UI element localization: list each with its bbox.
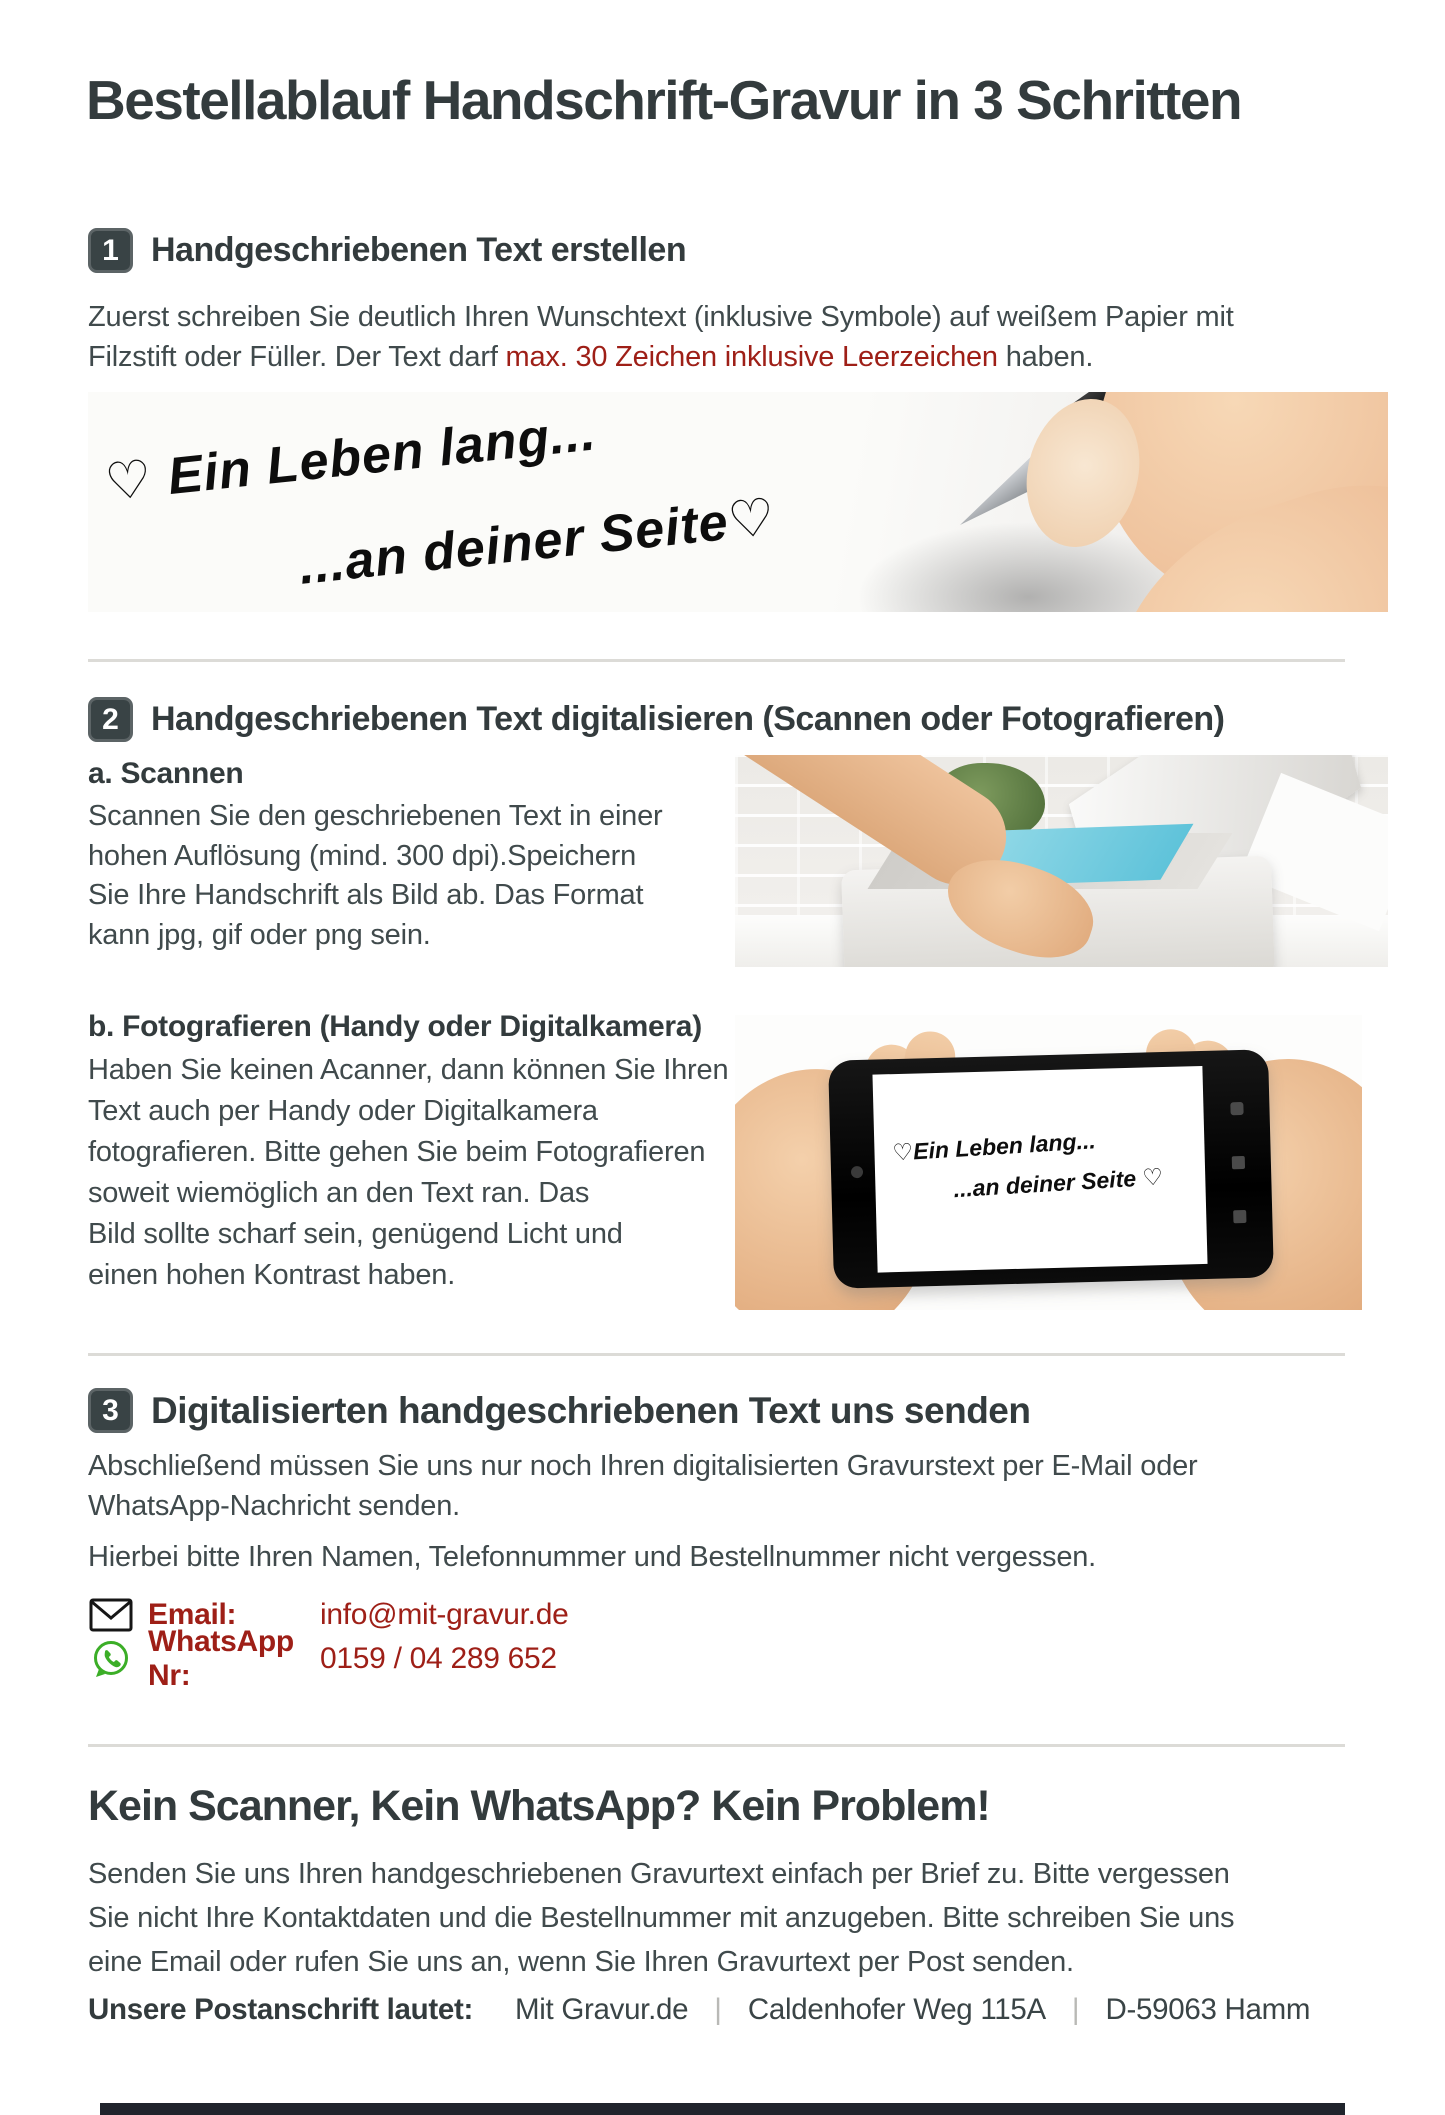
step-2b-paragraph (88, 1050, 748, 1296)
camera-dot (851, 1166, 863, 1178)
step-1-paragraph (88, 298, 1378, 377)
phone-ui-icon (1233, 1210, 1246, 1223)
whatsapp-value: 0159 / 04 289 652 (320, 1642, 557, 1675)
step-3-paragraph (88, 1447, 1378, 1578)
step-1-header (88, 228, 686, 273)
postal-address-street: Caldenhofer Weg 115A (747, 1993, 1046, 2026)
paragraph-line: Haben Sie keinen Acanner, dann können Sie Ihren (88, 1054, 729, 1086)
phone-ui-icon (1232, 1156, 1245, 1169)
paragraph-line: Abschließend müssen Sie uns nur noch Ihren digitalisierten Gravurstext per E-Mail oder (88, 1450, 1198, 1482)
email-value: info@mit-gravur.de (320, 1598, 569, 1631)
scanner-photo (735, 755, 1388, 967)
separator: | (1071, 1993, 1080, 2026)
whatsapp-icon (88, 1639, 134, 1679)
postal-address-row (88, 1993, 1310, 2027)
whatsapp-label: WhatsApp Nr: (148, 1625, 294, 1692)
step-2a-paragraph (88, 797, 738, 955)
paragraph-line: eine Email oder rufen Sie uns an, wenn Sie Ihren Gravurtext per Post senden. (88, 1946, 1074, 1978)
handwriting-line-2: ...an deiner Seite♡ (296, 488, 779, 596)
postal-address-city: D-59063 Hamm (1105, 1993, 1311, 2026)
paragraph-line: hohen Auflösung (mind. 300 dpi).Speichern (88, 839, 637, 872)
step-3-heading: Digitalisierten handgeschriebenen Text uns senden (151, 1389, 1031, 1431)
smartphone (828, 1049, 1274, 1288)
email-icon (88, 1598, 134, 1632)
no-scanner-heading: Kein Scanner, Kein WhatsApp? Kein Problem! (88, 1782, 990, 1830)
highlight-text: max. 30 Zeichen inklusive Leerzeichen (505, 340, 998, 373)
paragraph-line: kann jpg, gif oder png sein. (88, 918, 431, 951)
text-segment: haben. (997, 340, 1094, 373)
paragraph-line: Hierbei bitte Ihren Namen, Telefonnummer und Bestellnummer nicht vergessen. (88, 1541, 1097, 1573)
bottom-bar (100, 2103, 1345, 2115)
section-divider (88, 1744, 1345, 1747)
section-divider (88, 659, 1345, 662)
text-segment: Filzstift oder Füller. Der Text darf (88, 340, 506, 373)
postal-address-label: Unsere Postanschrift lautet: (88, 1993, 474, 2026)
paragraph-line: fotografieren. Bitte gehen Sie beim Fotografieren (88, 1136, 706, 1168)
postal-address-company: Mit Gravur.de (515, 1993, 689, 2026)
paragraph-line: WhatsApp-Nachricht senden. (88, 1489, 460, 1522)
step-1-badge: 1 (88, 228, 133, 273)
step-2-badge: 2 (88, 697, 133, 742)
paragraph-line: einen hohen Kontrast haben. (88, 1259, 456, 1291)
email-label: Email: (148, 1598, 237, 1631)
step-3-badge: 3 (88, 1388, 133, 1433)
paragraph-line: soweit wiemöglich an den Text ran. Das (88, 1177, 590, 1209)
handwriting-sample-photo (88, 392, 1388, 612)
whatsapp-row (88, 1625, 557, 1692)
section-divider (88, 1353, 1345, 1356)
paragraph-line: Bild sollte scharf sein, genügend Licht und (88, 1218, 623, 1250)
paragraph-line: Text auch per Handy oder Digitalkamera (88, 1095, 598, 1127)
paragraph-line: Scannen Sie den geschriebenen Text in einer (88, 800, 663, 832)
handwriting-line-1: ♡ Ein Leben lang... (102, 403, 599, 513)
step-2a-title: a. Scannen (88, 757, 244, 790)
paragraph-line: Sie nicht Ihre Kontaktdaten und die Bestellnummer mit anzugeben. Bitte schreiben Sie uns (88, 1902, 1235, 1934)
paragraph-line: Zuerst schreiben Sie deutlich Ihren Wunschtext (inklusive Symbole) auf weißem Papier mit (88, 301, 1234, 333)
phone-screen (872, 1066, 1207, 1273)
step-2-header (88, 697, 1224, 742)
phone-screen-line-2: ...an deiner Seite ♡ (952, 1163, 1164, 1203)
paragraph-line: Sie Ihre Handschrift als Bild ab. Das Format (88, 879, 644, 911)
phone-photo (735, 1015, 1362, 1310)
separator: | (714, 1993, 722, 2026)
step-2-heading: Handgeschriebenen Text digitalisieren (Scannen oder Fotografieren) (151, 700, 1225, 738)
step-1-heading: Handgeschriebenen Text erstellen (151, 231, 687, 269)
page-title: Bestellablauf Handschrift-Gravur in 3 Schritten (86, 69, 1242, 131)
paragraph-line: Senden Sie uns Ihren handgeschriebenen Gravurtext einfach per Brief zu. Bitte vergessen (88, 1858, 1230, 1890)
step-3-header (88, 1388, 1030, 1433)
step-2b-title: b. Fotografieren (Handy oder Digitalkamera) (88, 1010, 702, 1043)
phone-ui-icon (1230, 1102, 1243, 1115)
phone-screen-line-1: ♡Ein Leben lang... (891, 1127, 1097, 1166)
paragraph-line (88, 338, 1378, 378)
no-scanner-paragraph (88, 1852, 1388, 1984)
